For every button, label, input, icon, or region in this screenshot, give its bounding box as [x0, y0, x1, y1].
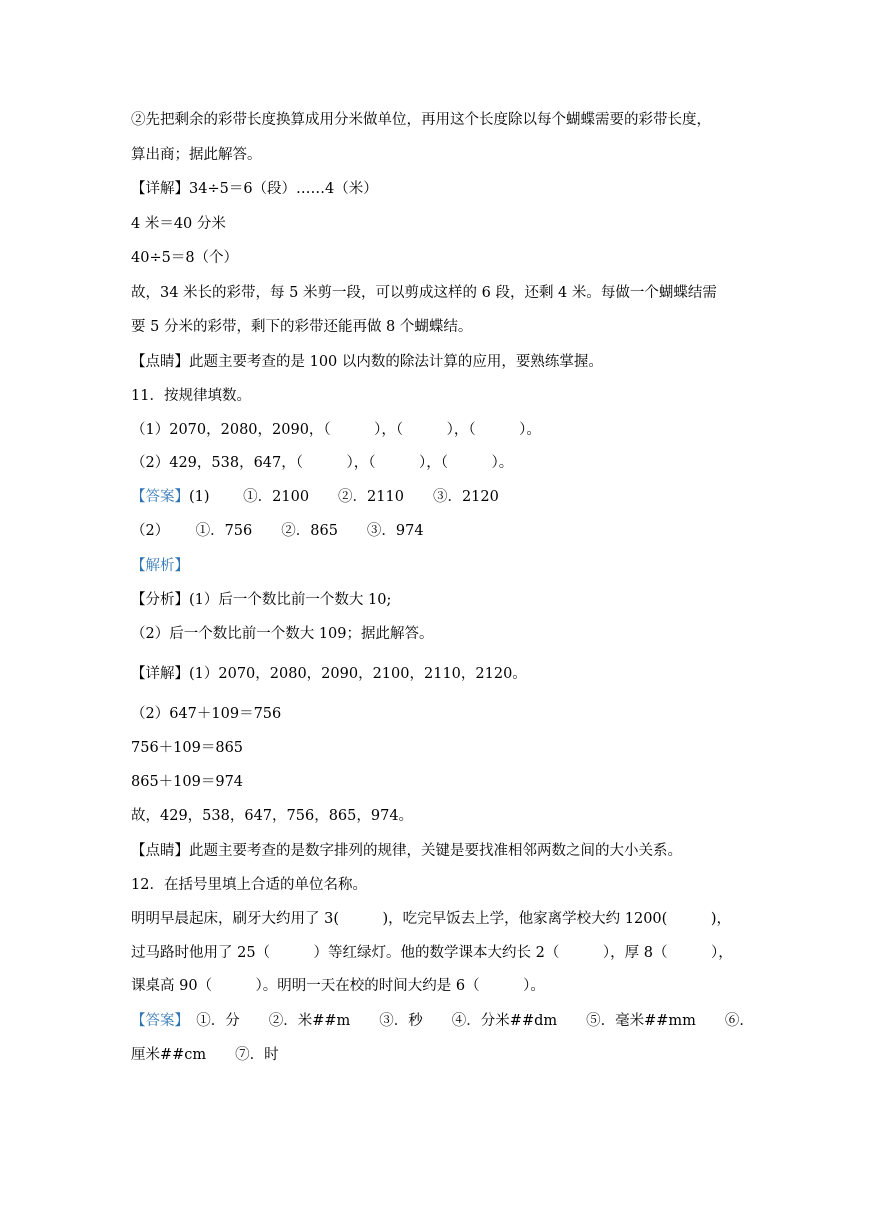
answer-label: 【答案】: [131, 489, 189, 505]
text-line: （2） ①．756 ②．865 ③．974: [131, 523, 424, 539]
text-line: 【详解】34÷5＝6（段）……4（米）: [131, 181, 378, 197]
text-line: （2）后一个数比前一个数大 109；据此解答。: [131, 626, 434, 642]
question-title: 12．在括号里填上合适的单位名称。: [131, 877, 367, 893]
text-line: 故，34 米长的彩带，每 5 米剪一段，可以剪成这样的 6 段，还剩 4 米。每做一个蝴蝶结需: [131, 285, 717, 301]
text-line: 756＋109＝865: [131, 740, 244, 756]
text-line: 明明早晨起床，刷牙大约用了 3( )，吃完早饭去上学，他家离学校大约 1200( )，: [131, 911, 731, 927]
analysis-label: 【解析】: [131, 558, 189, 574]
answer-row: [131, 1011, 754, 1031]
text-line: （1）2070，2080，2090，（ ），（ ），（ ）。: [131, 422, 541, 438]
text-line: 算出商；据此解答。: [131, 147, 262, 163]
text-line: 过马路时他用了 25（ ）等红绿灯。他的数学课本大约长 2（ ），厚 8（ ），: [131, 945, 733, 961]
text-line: 4 米＝40 分米: [131, 216, 226, 232]
text-line: 课桌高 90（ ）。明明一天在校的时间大约是 6（ ）。: [131, 978, 545, 994]
text-line: 要 5 分米的彩带，剩下的彩带还能再做 8 个蝴蝶结。: [131, 319, 473, 335]
text-line: 【详解】(1）2070，2080，2090，2100，2110，2120。: [131, 666, 527, 682]
text-line: 【点睛】此题主要考查的是数字排列的规律，关键是要找准相邻两数之间的大小关系。: [131, 843, 682, 859]
answer-label: 【答案】: [131, 1013, 182, 1029]
answer-text: ①．分 ②．米##m ③．秒 ④．分米##dm ⑤．毫米##mm ⑥．: [181, 1013, 754, 1029]
text-line: 故，429，538，647，756，865，974。: [131, 808, 414, 824]
text-line: 厘米##cm ⑦．时: [131, 1047, 279, 1063]
answer-row: [131, 487, 499, 507]
question-title: 11．按规律填数。: [131, 388, 251, 404]
text-line: 865＋109＝974: [131, 774, 244, 790]
text-line: 【点睛】此题主要考查的是 100 以内数的除法计算的应用，要熟练掌握。: [131, 354, 603, 370]
text-line: （2）647＋109＝756: [131, 706, 282, 722]
text-line: 40÷5＝8（个）: [131, 250, 239, 266]
text-line: （2）429，538，647，（ ），（ ），（ ）。: [131, 455, 514, 471]
answer-text: (1) ①．2100 ②．2110 ③．2120: [189, 489, 499, 505]
text-line: 【分析】(1）后一个数比前一个数大 10;: [131, 592, 392, 608]
text-line: ②先把剩余的彩带长度换算成用分米做单位，再用这个长度除以每个蝴蝶需要的彩带长度，: [131, 112, 711, 128]
